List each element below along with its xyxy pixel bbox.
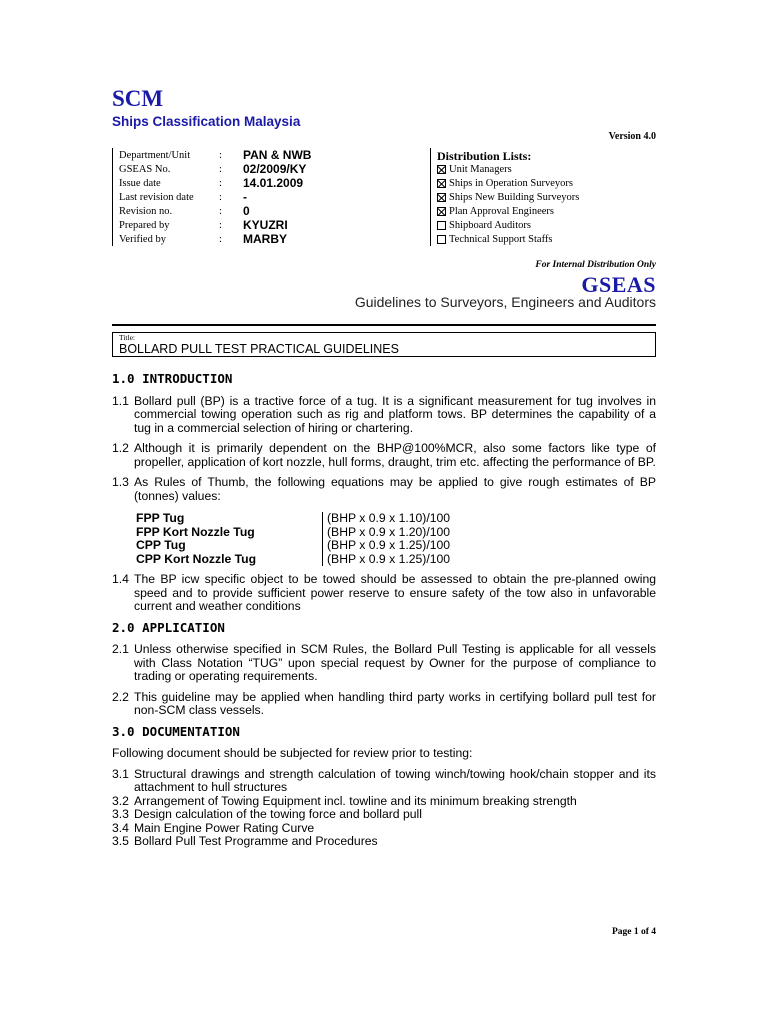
equation-name: CPP Kort Nozzle Tug [136,551,257,566]
document-title-box [112,332,656,357]
paragraph-text: This guideline may be applied when handling third party works in certifying bollard pull test for non-SCM class vessels. [134,689,656,717]
checked-checkbox-icon[interactable] [437,193,446,202]
distribution-item-label: Ships in Operation Surveyors [449,177,573,189]
checked-checkbox-icon[interactable] [437,165,446,174]
info-label: Department/Unit [119,149,191,161]
paragraph-text: Structural drawings and strength calculation of towing winch/towing hook/chain stopper and its attachment to hull structures [134,766,656,794]
equation-row [136,512,656,526]
list-item [112,808,656,822]
distribution-title: Distribution Lists: [437,149,532,163]
distribution-item [437,232,667,246]
distribution-item-label: Technical Support Staffs [449,233,553,245]
section-heading: 3.0 DOCUMENTATION [112,723,240,739]
paragraph-number: 3.1 [112,766,129,781]
distribution-item [437,204,667,218]
paragraph-item [112,643,656,684]
brand-subtitle: Ships Classification Malaysia [112,114,301,129]
paragraph-text: Arrangement of Towing Equipment incl. towline and its minimum breaking strength [134,793,577,808]
paragraph-item [112,442,656,469]
paragraph-text: Design calculation of the towing force and bollard pull [134,807,422,821]
page-number: Page 1 of 4 [611,927,656,937]
equation-formula: (BHP x 0.9 x 1.25)/100 [322,553,450,567]
info-label: Last revision date [119,191,194,203]
paragraph-text: Unless otherwise specified in SCM Rules, the Bollard Pull Testing is applicable for all vessels with Class Notation “TUG” upon special request by Owner for the purpose of compliance to trading or operating requirements. [134,642,656,683]
paragraph-text: Bollard Pull Test Programme and Procedures [134,834,378,848]
info-value: - [243,190,247,204]
info-colon: : [219,219,222,231]
checked-checkbox-icon[interactable] [437,207,446,216]
info-row [119,204,431,218]
paragraph-text: Although it is primarily dependent on the BHP@100%MCR, also some factors like type of propeller, application of kort nozzle, hull forms, draught, trim etc. affecting the performance of BP. [134,441,656,469]
title-caption: Title: [119,333,135,342]
unchecked-checkbox-icon[interactable] [437,221,446,230]
paragraph-item [112,476,656,503]
gseas-title: GSEAS [581,272,656,297]
info-value: 0 [243,204,250,218]
paragraph-number: 1.1 [112,393,129,408]
info-colon: : [219,205,222,217]
checked-checkbox-icon[interactable] [437,179,446,188]
info-value: KYUZRI [243,218,288,232]
version-label: Version 4.0 [608,131,656,142]
equation-name: FPP Kort Nozzle Tug [136,524,255,539]
paragraph-item [112,691,656,718]
brand-logo-text: SCM [112,86,164,111]
equation-formula: (BHP x 0.9 x 1.10)/100 [322,512,450,526]
distribution-item-label: Shipboard Auditors [449,219,531,231]
paragraph-number: 3.5 [112,834,129,848]
list-item [112,835,656,849]
paragraph-text: Bollard pull (BP) is a tractive force of a tug. It is a significant measurement for tug involves in commercial towing operation such as rig and platform tows. BP determines the capability of a tug in a commercial selection of hiring or chartering. [134,393,656,435]
paragraph-number: 3.4 [112,820,129,835]
info-value: PAN & NWB [243,148,312,162]
document-title: BOLLARD PULL TEST PRACTICAL GUIDELINES [119,342,399,356]
distribution-item [437,190,667,204]
info-row [119,162,431,176]
section-heading: 1.0 INTRODUCTION [112,371,233,386]
info-colon: : [219,149,222,161]
info-label: Prepared by [119,219,170,231]
info-label: Verified by [119,233,166,245]
info-row [119,190,431,204]
list-item [112,822,656,836]
paragraph-number: 3.2 [112,793,129,808]
section-intro: Following document should be subjected for review prior to testing: [112,746,473,760]
gseas-subtitle: Guidelines to Surveyors, Engineers and Auditors [354,294,656,310]
distribution-list [430,148,667,246]
info-colon: : [219,163,222,175]
paragraph-text: As Rules of Thumb, the following equations may be applied to give rough estimates of BP (tonnes) values: [134,475,656,503]
paragraph-item [112,395,656,436]
distribution-item-label: Plan Approval Engineers [449,205,554,217]
distribution-item-label: Unit Managers [449,163,512,175]
info-row [119,148,431,162]
info-value: MARBY [243,232,287,246]
info-label: Issue date [119,177,161,189]
equation-formula: (BHP x 0.9 x 1.25)/100 [322,539,450,553]
document-info-block [112,148,431,246]
equation-formula: (BHP x 0.9 x 1.20)/100 [322,526,450,540]
info-value: 14.01.2009 [243,176,304,190]
unchecked-checkbox-icon[interactable] [437,235,446,244]
paragraph-text: Main Engine Power Rating Curve [134,820,315,835]
section-heading: 2.0 APPLICATION [112,619,225,635]
paragraph-number: 1.2 [112,441,129,455]
paragraph-number: 3.3 [112,807,129,821]
paragraph-text: The BP icw specific object to be towed should be assessed to obtain the pre-planned owing speed and to provide sufficient power reserve to ensure safety of the tow also in unfavorable current and weather conditions [134,572,656,613]
equation-name: CPP Tug [136,538,186,552]
info-row [119,218,431,232]
info-row [119,232,431,246]
distribution-item [437,162,667,176]
paragraph-number: 2.1 [112,642,129,656]
paragraph-number: 2.2 [112,689,129,704]
list-item [112,795,656,809]
documentation-list [112,768,656,849]
paragraph-number: 1.3 [112,475,129,489]
list-item [112,768,656,795]
info-colon: : [219,177,222,189]
document-body [112,366,656,849]
paragraph-number: 1.4 [112,572,129,586]
distribution-item [437,176,667,190]
info-colon: : [219,233,222,245]
equation-row [136,526,656,540]
distribution-item [437,218,667,232]
equation-name: FPP Tug [136,511,185,525]
info-value: 02/2009/KY [243,162,307,176]
info-colon: : [219,191,222,203]
paragraph-item [112,573,656,614]
equation-row [136,539,656,553]
info-label: Revision no. [119,205,173,217]
info-label: GSEAS No. [119,163,171,175]
equation-row [136,553,656,567]
equation-table [136,512,656,566]
distribution-item-label: Ships New Building Surveyors [449,191,580,203]
info-row [119,176,431,190]
internal-distribution-note: For Internal Distribution Only [535,260,656,270]
header-divider [112,324,656,326]
